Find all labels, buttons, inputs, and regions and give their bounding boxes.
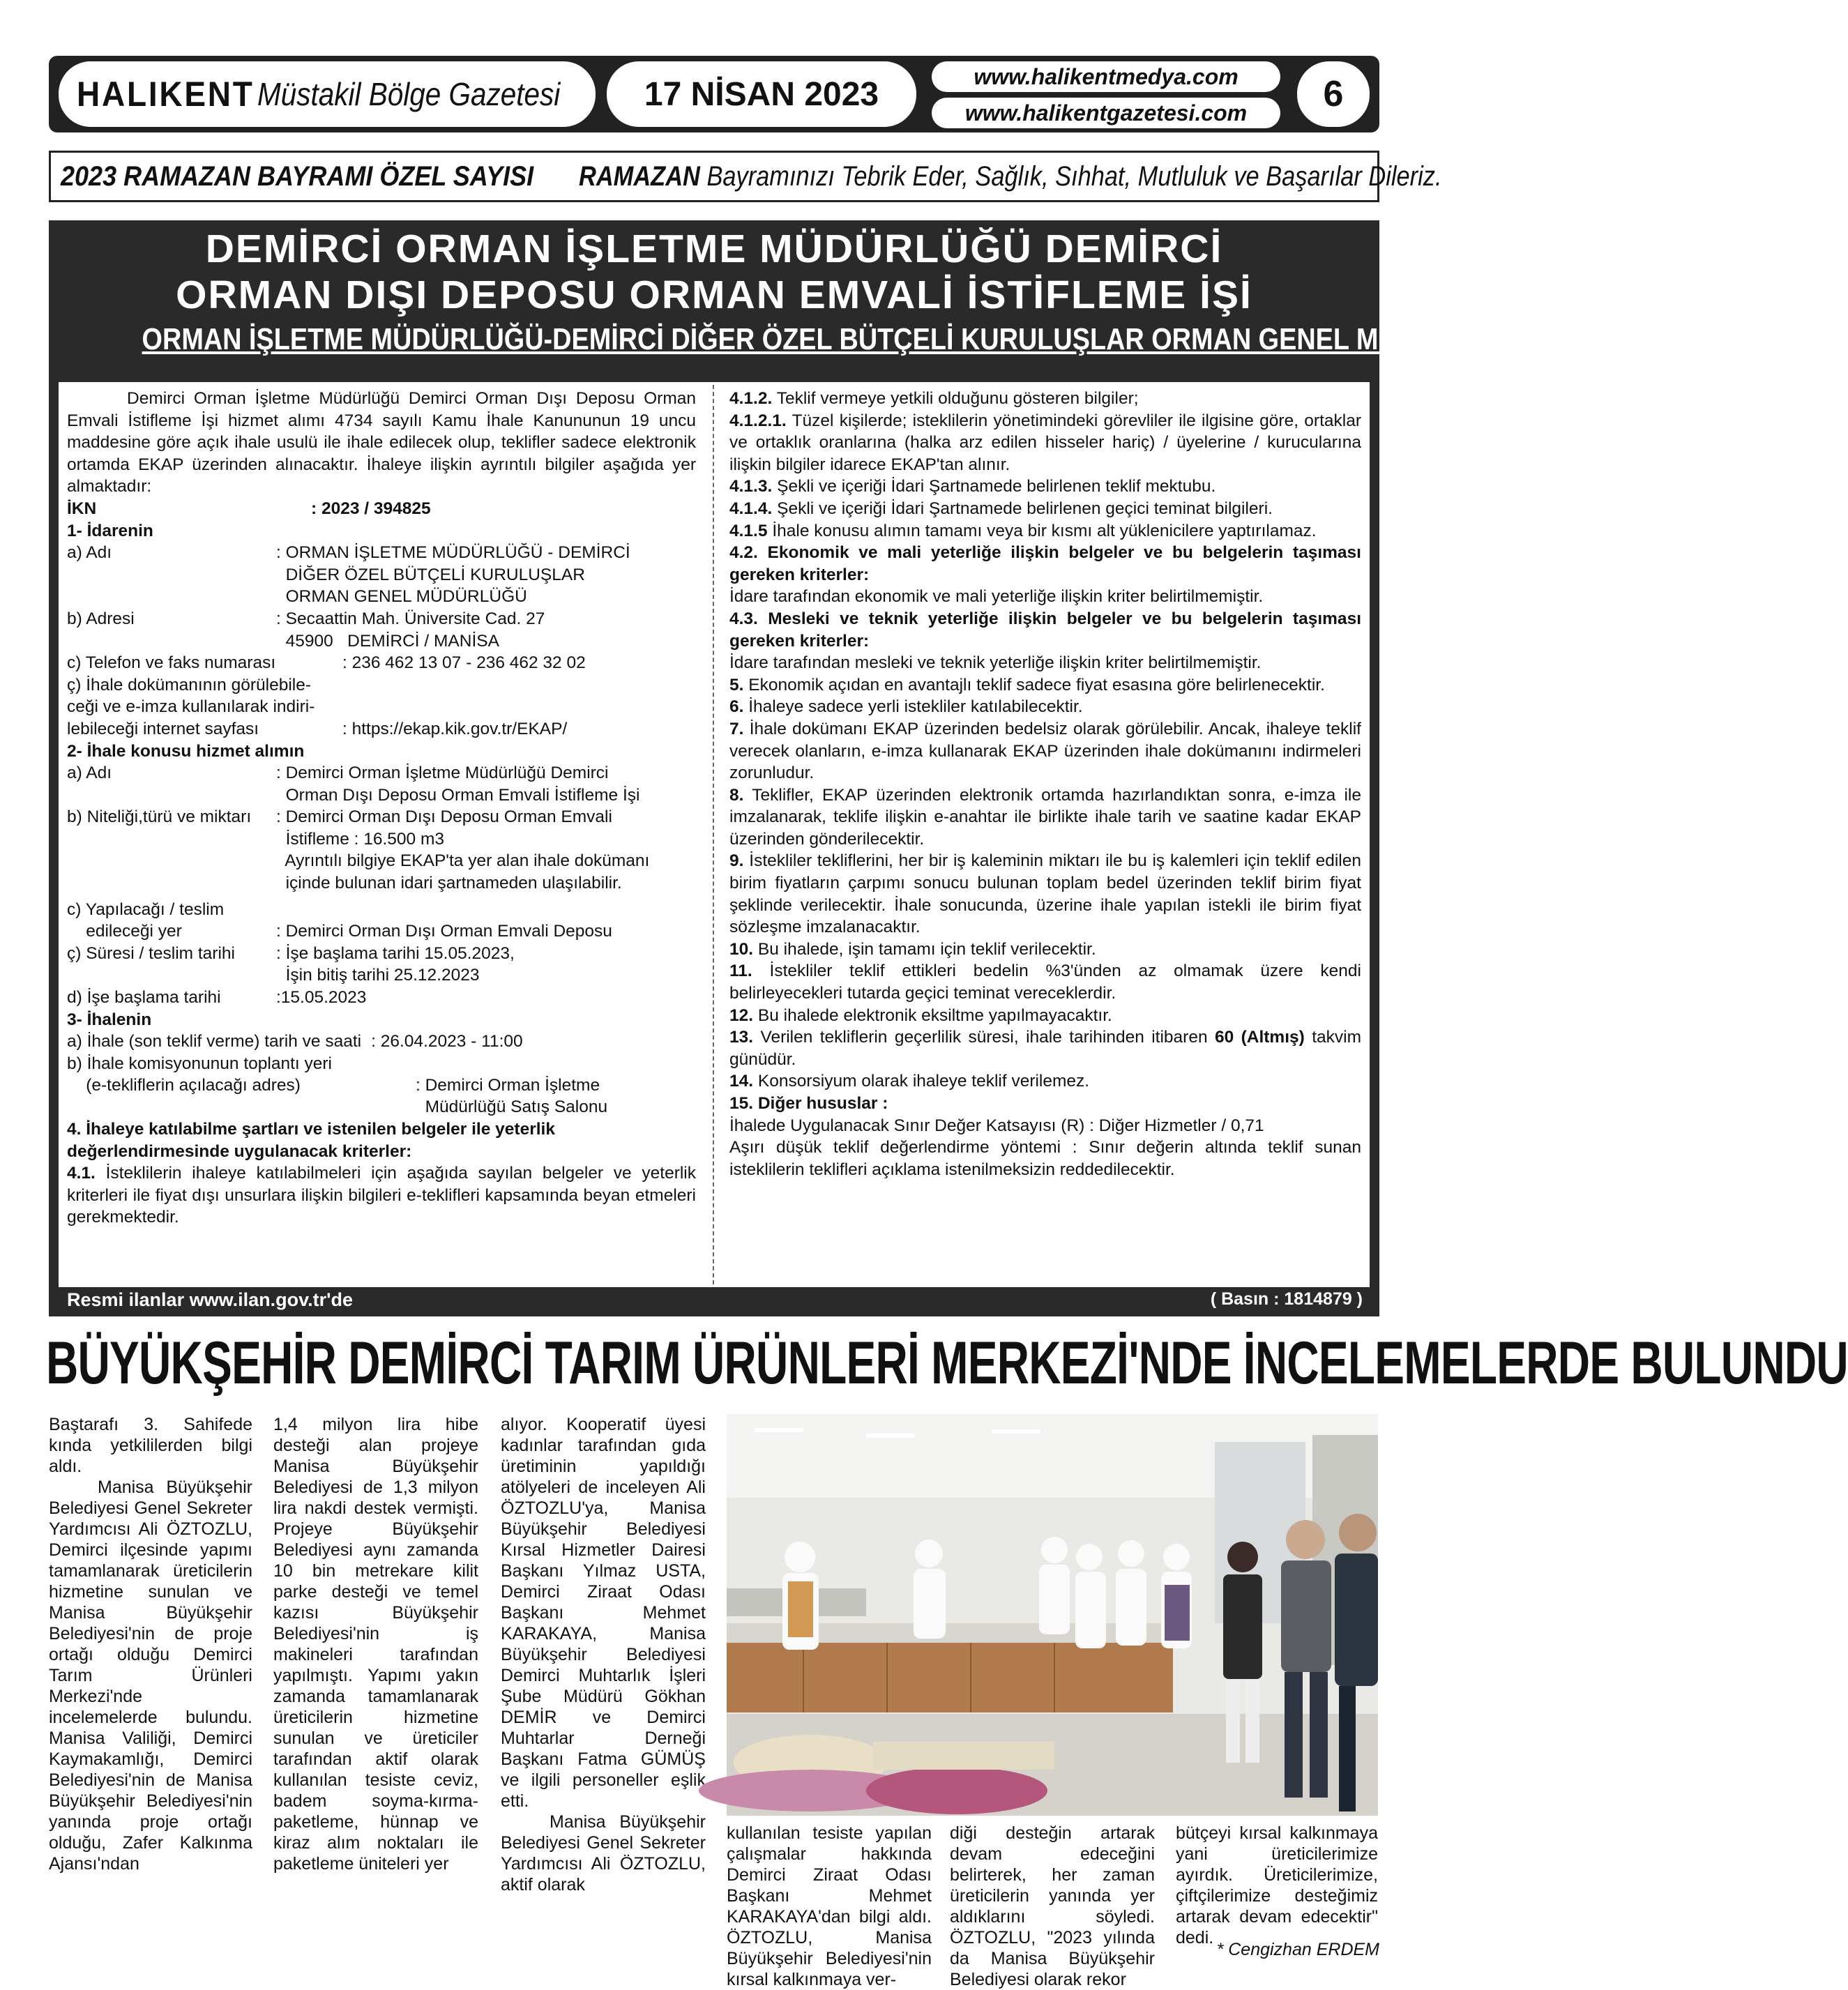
article-col3-body: alıyor. Kooperatif üyesi kadınlar tarafından gıda üretiminin yapıldığı atölyeleri de inceleyen Ali ÖZTOZLU'ya, Manisa Büyükşehir Belediyesi Kırsal Hizmetler Dairesi Başkanı Yılmaz USTA, Demirci Ziraat Odası Başkanı Mehmet KARAKAYA, Manisa Büyükşehir Belediyesi Demirci Muhtarlık İşleri Şube Müdürü Gökhan DEMİR ve Demirci Muhtarlar Derneği Başkanı Fatma GÜMÜŞ ve ilgili personeller eşlik etti.	[501, 1415, 706, 1811]
issue-date: 17 NİSAN 2023	[607, 61, 916, 127]
start-date-label: d) İşe başlama tarihi	[67, 988, 221, 1008]
item-4-1-2-1: 4.1.2.1. Tüzel kişilerde; isteklilerin yönetimindeki görevliler ile ilgisine göre, ortaklar ve ortaklık oranlarına (halka arz edilen hisseler hariç) / üyelerine / kurucularına ilişkin bilgiler idarece EKAP'tan alınır.	[729, 411, 1361, 474]
item-4-3-title: 4.3. Mesleki ve teknik yeterliğe ilişkin belgeler ve bu belgelerin taşıması gereken kriterler:	[729, 609, 1361, 651]
tender-datetime-value: : 26.04.2023 - 11:00	[371, 1032, 523, 1051]
article-column-4: kullanılan tesiste yapılan çalışmalar hakkında Demirci Ziraat Odası Başkanı Mehmet KARAKAYA'dan bilgi aldı. ÖZTOZLU, Manisa Büyükşehir Belediyesi'nin kırsal kalkınmaya ver-	[727, 1823, 932, 1989]
item-4-1-3: 4.1.3. Şekli ve içeriği İdari Şartnamede belirlenen teklif mektubu.	[729, 477, 1216, 496]
service-name-label: a) Adı	[67, 764, 112, 783]
admin-name-label: a) Adı	[67, 543, 112, 563]
service-type-label: b) Niteliği,türü ve miktarı	[67, 807, 252, 827]
phone-fax-label: c) Telefon ve faks numarası	[67, 653, 276, 673]
article-column-6: bütçeyi kırsal kalkınmaya yani üreticilerimize ayırdık. Üreticilerimize, çiftçilerimize desteğimiz artarak devam edecektir" dedi.	[1176, 1823, 1378, 1947]
column-divider	[713, 385, 714, 1284]
item-4-2: İdare tarafından ekonomik ve mali yeterliğe ilişkin kriter belirtilmemiştir.	[729, 587, 1264, 607]
tender-title-line2: ORMAN DIŞI DEPOSU ORMAN EMVALİ İSTİFLEME İŞİ	[176, 273, 1252, 317]
item-15-title: 15. Diğer hususlar :	[729, 1094, 888, 1113]
meeting-place-label: b) İhale komisyonunun toplantı yeri (e-tekliflerin açılacağı adres)	[67, 1054, 332, 1095]
section-3-title: 3- İhalenin	[67, 1010, 152, 1029]
article-col1-body: Manisa Büyükşehir Belediyesi Genel Sekreter Yardımcısı Ali ÖZTOZLU, Demirci ilçesinde yapımı tamamlanarak üreticilerin hizmetine sunulan ve Manisa Büyükşehir Belediyesi'nin de proje ortağı olduğu Demirci Tarım Ürünleri Merkezi'nde incelemelerde bulundu. Manisa Valiliği, Demirci Kaymakamlığı, Demirci Belediyesi'nin de Manisa Büyükşehir Belediyesi'nin yanında proje ortağı olduğu, Zafer Kalkınma Ajansı'ndan	[49, 1478, 252, 1874]
newspaper-name: HALIKENT	[77, 75, 255, 114]
tender-right-column	[729, 388, 1361, 1180]
admin-address-label: b) Adresi	[67, 609, 135, 628]
official-ads-link[interactable]: Resmi ilanlar www.ilan.gov.tr'de	[67, 1289, 354, 1310]
article-photo	[727, 1414, 1378, 1816]
article-column-5: diği desteğin artarak devam edeceğini belirterek, her zaman üreticilerin yanında yer aldıklarını söyledi. ÖZTOZLU, "2023 yılında da Manisa Büyükşehir Belediyesi olarak rekor	[950, 1823, 1155, 1989]
website-link-1[interactable]: www.halikentmedya.com	[932, 61, 1280, 92]
item-11: 11. İstekliler teklif ettikleri bedelin %3'ünden az olmamak üzere kendi belirleyecekleri tutarda geçici teminat vereceklerdir.	[729, 962, 1362, 1003]
item-8: 8. Teklifler, EKAP üzerinden elektronik ortamda hazırlandıktan sonra, e-imza ile imzalanarak, teklife ilişkin e-anahtar ile birlikte ihale tarih ve saatine kadar EKAP üzerinden gönderilecektir.	[729, 785, 1361, 849]
item-5: 5. Ekonomik açıdan en avantajlı teklif sadece fiyat esasına göre belirlenecektir.	[729, 675, 1325, 694]
article-headline: BÜYÜKŞEHİR DEMİRCİ TARIM ÜRÜNLERİ MERKEZİ'NDE İNCELEMELERDE BULUNDU	[46, 1330, 1848, 1397]
press-number: ( Basın : 1814879 )	[1210, 1289, 1363, 1309]
article-author: * Cengizhan ERDEM	[1216, 1940, 1379, 1959]
item-14: 14. Konsorsiyum olarak ihaleye teklif verilemez.	[729, 1072, 1090, 1091]
holiday-greeting: RAMAZAN Bayramınızı Tebrik Eder, Sağlık, Sıhhat, Mutluluk ve Başarılar Dileriz.	[579, 160, 1442, 192]
item-4-1: 4.1. İsteklilerin ihaleye katılabilmeleri için aşağıda sayılan belgeler ve yeterlik kriterleri ile fiyat dışı unsurlara ilişkin bilgileri e-teklifleri kapsamında beyan etmeleri gerekmektedir.	[67, 1164, 696, 1227]
page-number: 6	[1297, 61, 1370, 127]
item-4-2-title: 4.2. Ekonomik ve mali yeterliğe ilişkin belgeler ve bu belgelerin taşıması gereken kriterler:	[729, 543, 1361, 584]
tender-datetime-label: a) İhale (son teklif verme) tarih ve saati	[67, 1032, 362, 1051]
duration-label: ç) Süresi / teslim tarihi	[67, 943, 235, 963]
article-col3-end: Manisa Büyükşehir Belediyesi Genel Sekreter Yardımcısı Ali ÖZTOZLU, aktif olarak	[501, 1812, 706, 1894]
newspaper-tagline: Müstakil Bölge Gazetesi	[257, 76, 561, 112]
ikn-label: İKN	[67, 499, 97, 518]
meeting-place-value: : Demirci Orman İşletme Müdürlüğü Satış Salonu	[416, 1075, 608, 1117]
ekap-url[interactable]: : https://ekap.kik.gov.tr/EKAP/	[342, 719, 568, 738]
item-7: 7. İhale dokümanı EKAP üzerinden bedelsiz olarak görülebilir. Ancak, ihaleye teklif verecek olanların, e-imza kullanarak EKAP üzerinden ihale dokümanını indirmeleri zorunludur.	[729, 719, 1361, 783]
item-4-1-2: 4.1.2. Teklif vermeye yetkili olduğunu gösteren bilgiler;	[729, 389, 1139, 408]
website-link-2[interactable]: www.halikentgazetesi.com	[932, 98, 1280, 128]
item-9: 9. İstekliler tekliflerini, her bir iş kaleminin miktarı ile bu iş kalemleri için teklif edilen birim fiyatların çarpımı sonucu bulunan toplam bedel üzerinden teklif birim fiyat şeklinde verilecektir. İhale sonucunda, üzerine ihale yapılan istekli ile birim fiyat sözleşme imzalanacaktır.	[729, 851, 1361, 937]
article-column-3	[501, 1414, 706, 1895]
delivery-place-label: c) Yapılacağı / teslim edileceği yer	[67, 899, 225, 941]
item-4-1-4: 4.1.4. Şekli ve içeriği İdari Şartnamede belirlenen geçici teminat bilgileri.	[729, 499, 1273, 518]
special-issue-title: 2023 RAMAZAN BAYRAMI ÖZEL SAYISI	[61, 160, 534, 192]
article-column-1	[49, 1414, 252, 1874]
tender-title-line1: DEMİRCİ ORMAN İŞLETME MÜDÜRLÜĞÜ DEMİRCİ	[205, 227, 1223, 271]
masthead-brand-box	[59, 61, 596, 127]
start-date-value: :15.05.2023	[276, 988, 367, 1008]
admin-name-value: : ORMAN İŞLETME MÜDÜRLÜĞÜ - DEMİRCİ DİĞER ÖZEL BÜTÇELİ KURULUŞLAR ORMAN GENEL MÜDÜRLÜĞÜ	[276, 543, 630, 607]
phone-fax-value: : 236 462 13 07 - 236 462 32 02	[342, 653, 586, 673]
article-col1-intro: Baştarafı 3. Sahifede kında yetkililerden bilgi aldı.	[49, 1415, 252, 1476]
admin-address-value: : Secaattin Mah. Üniversite Cad. 27 45900 DEMİRCİ / MANİSA	[276, 609, 545, 651]
duration-value: : İşe başlama tarihi 15.05.2023, İşin bitiş tarihi 25.12.2023	[276, 943, 515, 985]
section-4-title: 4. İhaleye katılabilme şartları ve istenilen belgeler ile yeterlik değerlendirmesinde uygulanacak kriterler:	[67, 1120, 555, 1161]
section-2-title: 2- İhale konusu hizmet alımın	[67, 741, 305, 761]
tender-left-column	[67, 388, 696, 1229]
ikn-value: : 2023 / 394825	[311, 499, 431, 518]
item-12: 12. Bu ihalede elektronik eksiltme yapılmayacaktır.	[729, 1005, 1112, 1025]
item-4-3: İdare tarafından mesleki ve teknik yeterliğe ilişkin kriter belirtilmemiştir.	[729, 653, 1262, 673]
delivery-place-value: : Demirci Orman Dışı Orman Emvali Deposu	[276, 922, 612, 941]
article-column-2: 1,4 milyon lira hibe desteği alan projeye Manisa Büyükşehir Belediyesi de 1,3 milyon lira nakdi destek vermişti. Projeye Büyükşehir Belediyesi aynı zamanda 10 bin metrekare kilit parke desteği ve temel kazısı Büyükşehir Belediyesi'nin iş makineleri tarafından yapılmıştı. Yapımı yakın zamanda tamamlanarak üreticilerin hizmetine sunulan ve üreticiler tarafından aktif olarak kullanılan tesiste ceviz, badem soyma-kırma-paketleme, hünnap ve kiraz alım noktaları ile paketleme üniteleri yer	[273, 1415, 478, 1874]
item-10: 10. Bu ihalede, işin tamamı için teklif verilecektir.	[729, 939, 1096, 959]
item-6: 6. İhaleye sadece yerli istekliler katılabilecektir.	[729, 697, 1083, 717]
service-name-value: : Demirci Orman İşletme Müdürlüğü Demirci Orman Dışı Deposu Orman Emvali İstifleme İşi	[276, 764, 640, 805]
special-issue-banner	[49, 151, 1442, 202]
item-15-a: İhalede Uygulanacak Sınır Değer Katsayısı (R) : Diğer Hizmetler / 0,71	[729, 1116, 1264, 1135]
ekap-label: ç) İhale dokümanının görülebile- ceği ve e-imza kullanılarak indiri- lebileceği internet sayfası	[67, 675, 315, 738]
item-15-b: Aşırı düşük teklif değerlendirme yöntemi : Sınır değerin altında teklif sunan isteklilerin teklifleri açıklama istenilmeksizin reddedilecektir.	[729, 1138, 1361, 1179]
service-type-value: : Demirci Orman Dışı Deposu Orman Emvali İstifleme : 16.500 m3 Ayrıntılı bilgiye EKAP'ta yer alan ihale dokümanı içinde bulunan idari şartnameden ulaşılabilir.	[276, 807, 650, 893]
tender-intro: Demirci Orman İşletme Müdürlüğü Demirci Orman Dışı Deposu Orman Emvali İstifleme İşi hizmet alımı 4734 sayılı Kamu İhale Kanununun 19 uncu maddesine göre açık ihale usulü ile ihale edilecek olup, teklifler sadece elektronik ortamda EKAP üzerinden alınacaktır. İhaleye ilişkin ayrıntılı bilgiler aşağıda yer almaktadır:	[67, 389, 696, 496]
section-1-title: 1- İdarenin	[67, 521, 153, 540]
item-13: 13. Verilen tekliflerin geçerlilik süresi, ihale tarihinden itibaren 60 (Altmış) takvim günüdür.	[729, 1028, 1361, 1069]
item-4-1-5: 4.1.5 İhale konusu alımın tamamı veya bir kısmı alt yüklenicilere yaptırılamaz.	[729, 521, 1317, 540]
tender-subtitle: ORMAN İŞLETME MÜDÜRLÜĞÜ-DEMİRCİ DİĞER ÖZEL BÜTÇELİ KURULUŞLAR ORMAN GENEL MÜDÜRLÜĞÜ	[142, 322, 1529, 356]
